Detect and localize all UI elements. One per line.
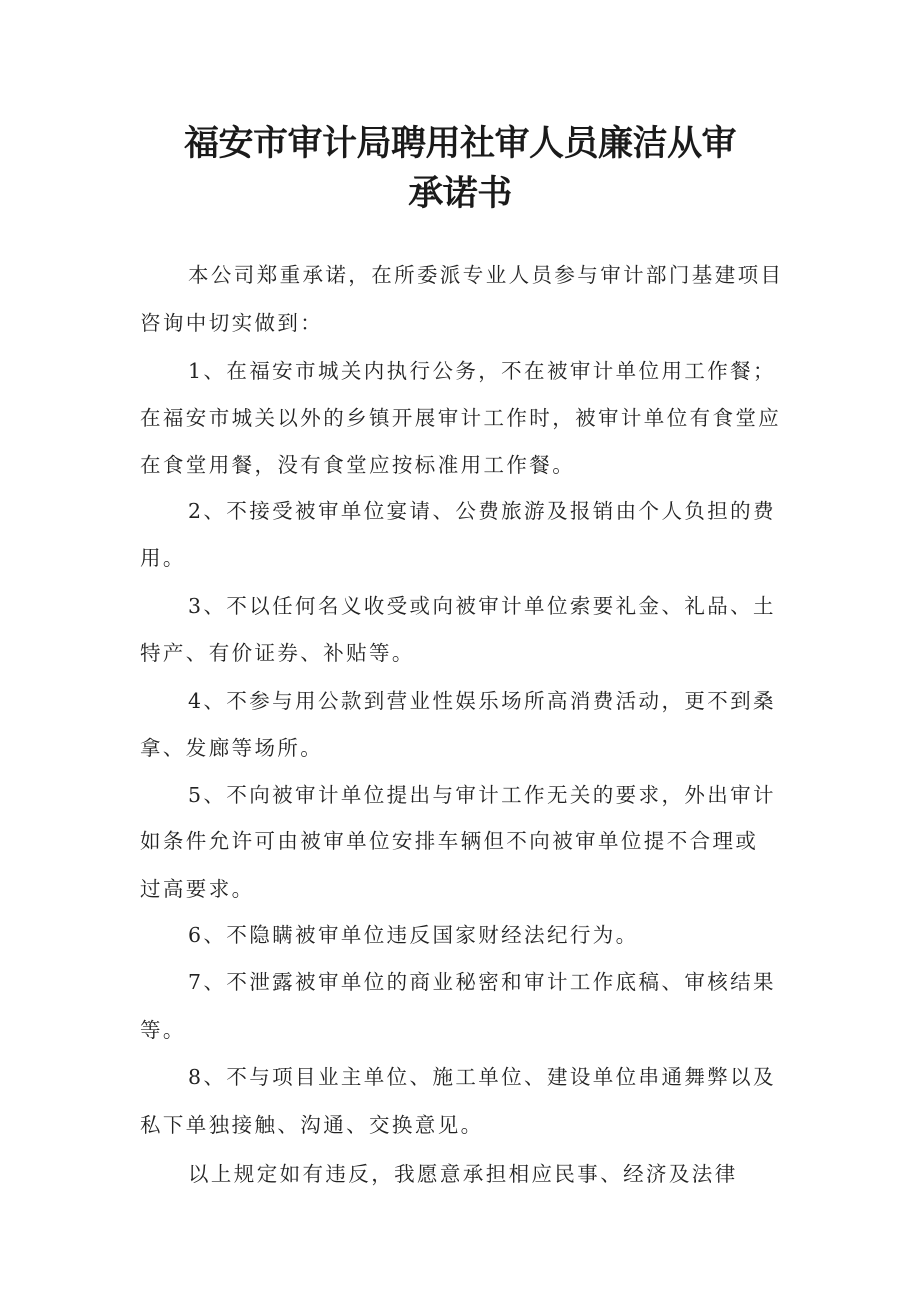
body-line: 本公司郑重承诺，在所委派专业人员参与审计部门基建项目	[188, 263, 784, 287]
body-line: 如条件允许可由被审单位安排车辆但不向被审单位提不合理或	[140, 829, 759, 853]
body-line: 用。	[140, 546, 186, 570]
body-line: 5、不向被审计单位提出与审计工作无关的要求，外出审计	[188, 783, 776, 807]
body-line: 8、不与项目业主单位、施工单位、建设单位串通舞弊以及	[188, 1065, 776, 1089]
body-line: 过高要求。	[140, 877, 255, 901]
body-line: 7、不泄露被审单位的商业秘密和审计工作底稿、审核结果	[188, 970, 776, 994]
body-line: 3、不以任何名义收受或向被审计单位索要礼金、礼品、土	[188, 594, 776, 618]
body-line: 私下单独接触、沟通、交换意见。	[140, 1113, 484, 1137]
body-line: 咨询中切实做到：	[140, 311, 324, 335]
body-line: 4、不参与用公款到营业性娱乐场所高消费活动，更不到桑	[188, 689, 776, 713]
body-line: 2、不接受被审单位宴请、公费旅游及报销由个人负担的费	[188, 499, 776, 523]
body-line: 在福安市城关以外的乡镇开展审计工作时，被审计单位有食堂应	[140, 406, 782, 430]
body-line: 1、在福安市城关内执行公务，不在被审计单位用工作餐；	[188, 359, 776, 383]
body-line: 6、不隐瞒被审单位违反国家财经法纪行为。	[188, 923, 639, 947]
document-title-line-2: 承诺书	[408, 174, 512, 214]
body-line: 等。	[140, 1018, 186, 1042]
body-line: 拿、发廊等场所。	[140, 736, 324, 760]
body-line: 以上规定如有违反，我愿意承担相应民事、经济及法律	[188, 1162, 738, 1186]
document-title-line-1: 福安市审计局聘用社审人员廉洁从审	[183, 124, 736, 164]
body-line: 在食堂用餐，没有食堂应按标准用工作餐。	[140, 453, 576, 477]
body-line: 特产、有价证券、补贴等。	[140, 641, 415, 665]
